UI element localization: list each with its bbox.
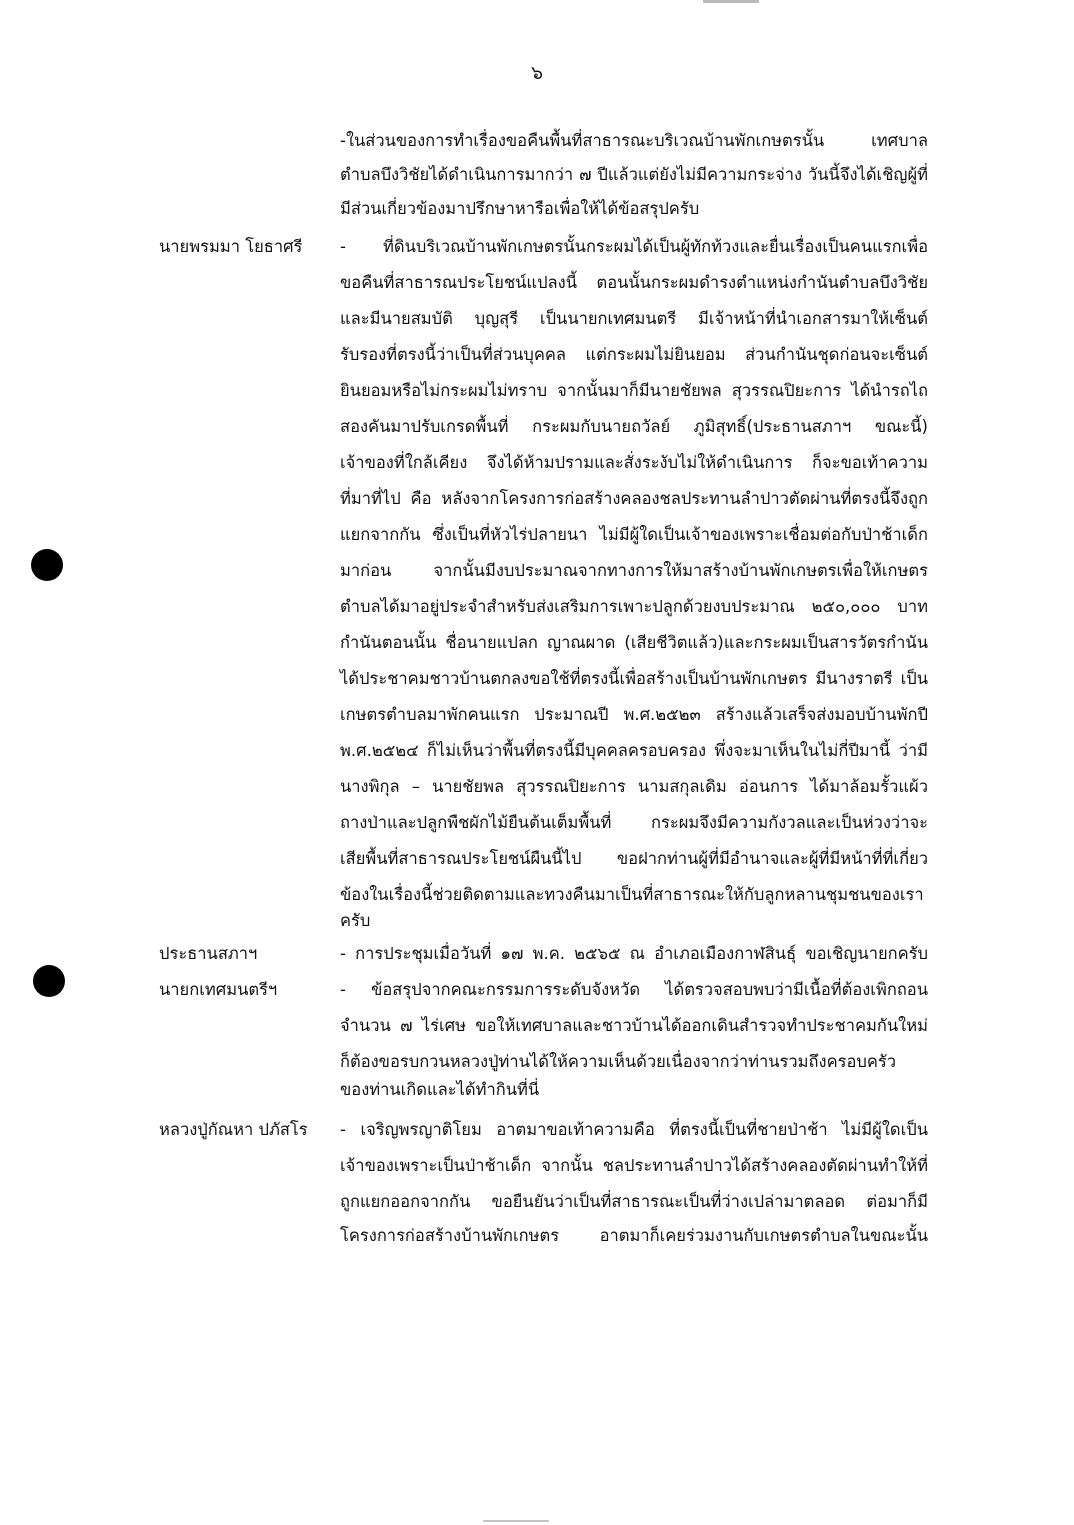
body-line: พ.ศ.๒๕๒๔ ก็ไม่เห็นว่าพื้นที่ตรงนี้มีบุคคลครอบครอง พึ่งจะมาเห็นในไม่กี่ปีมานี้ ว่ามี <box>340 741 928 760</box>
body-line: และมีนายสมบัติ บุญสุรี เป็นนายกเทศมนตรี มีเจ้าหน้าที่นำเอกสารมาให้เซ็นต์ <box>340 309 928 328</box>
speaker-name: หลวงปู่กัณหา ปภัสโร <box>159 1120 308 1139</box>
body-line: - เจริญพรญาติโยม อาตมาขอเท้าความคือ ที่ตรงนี้เป็นที่ชายป่าช้า ไม่มีผู้ใดเป็น <box>340 1120 928 1139</box>
body-line: - การประชุมเมื่อวันที่ ๑๗ พ.ค. ๒๕๖๕ ณ อำเภอเมืองกาฬสินธุ์ ขอเชิญนายกครับ <box>340 944 928 963</box>
body-line: เจ้าของเพราะเป็นป่าช้าเด็ก จากนั้น ชลประทานลำปาวได้สร้างคลองตัดผ่านทำให้ที่ <box>340 1156 928 1175</box>
speaker-name: ประธานสภาฯ <box>159 944 258 963</box>
speaker-name: นายกเทศมนตรีฯ <box>159 980 278 999</box>
body-line: มีส่วนเกี่ยวข้องมาปรึกษาหารือเพื่อให้ได้ข้อสรุปครับ <box>340 199 700 218</box>
body-line: ขอคืนที่สาธารณประโยชน์แปลงนี้ ตอนนั้นกระผมดำรงตำแหน่งกำนันตำบลบึงวิชัย <box>340 273 928 292</box>
scan-edge-mark-bottom <box>483 1520 549 1522</box>
body-line: เสียพื้นที่สาธารณประโยชน์ผืนนี้ไป ขอฝากท่านผู้ที่มีอำนาจและผู้ที่มีหน้าที่ที่เกี่ยว <box>340 849 928 868</box>
speaker-name: นายพรมมา โยธาศรี <box>159 237 303 256</box>
body-line: - ที่ดินบริเวณบ้านพักเกษตรนั้นกระผมได้เป็นผู้ทักท้วงและยื่นเรื่องเป็นคนแรกเพื่อ <box>340 237 928 256</box>
body-line: นางพิกุล – นายชัยพล สุวรรณปิยะการ นามสกุลเดิม อ่อนการ ได้มาล้อมรั้วแผ้ว <box>340 777 928 796</box>
body-line: รับรองที่ตรงนี้ว่าเป็นที่ส่วนบุคคล แต่กระผมไม่ยินยอม ส่วนกำนันชุดก่อนจะเซ็นต์ <box>340 345 928 364</box>
body-line: -ในส่วนของการทำเรื่องขอคืนพื้นที่สาธารณะบริเวณบ้านพักเกษตรนั้น เทศบาล <box>340 131 928 150</box>
body-line: - ข้อสรุปจากคณะกรรมการระดับจังหวัด ได้ตรวจสอบพบว่ามีเนื้อที่ต้องเพิกถอน <box>340 980 928 999</box>
page-number: ๖ <box>530 62 544 84</box>
binder-hole-top <box>31 549 63 581</box>
body-line: ก็ต้องขอรบกวนหลวงปู่ท่านได้ให้ความเห็นด้วยเนื่องจากว่าท่านรวมถึงครอบครัว <box>340 1052 897 1071</box>
body-line: โครงการก่อสร้างบ้านพักเกษตร อาตมาก็เคยร่วมงานกับเกษตรตำบลในขณะนั้น <box>340 1226 928 1245</box>
body-line: ข้องในเรื่องนี้ช่วยติดตามและทวงคืนมาเป็นที่สาธารณะให้กับลูกหลานชุมชนของเรา <box>340 885 924 904</box>
body-line: ถูกแยกออกจากกัน ขอยืนยันว่าเป็นที่สาธารณะเป็นที่ว่างเปล่ามาตลอด ต่อมาก็มี <box>340 1192 928 1211</box>
body-line: ถางป่าและปลูกพืชผักไม้ยืนต้นเต็มพื้นที่ กระผมจึงมีความกังวลและเป็นห่วงว่าจะ <box>340 813 928 832</box>
body-line: จำนวน ๗ ไร่เศษ ขอให้เทศบาลและชาวบ้านได้ออกเดินสำรวจทำประชาคมกันใหม่ <box>340 1016 928 1035</box>
body-line: เจ้าของที่ใกล้เคียง จึงได้ห้ามปรามและสั่งระงับไม่ให้ดำเนินการ ก็จะขอเท้าความ <box>340 453 928 472</box>
body-line: ยินยอมหรือไม่กระผมไม่ทราบ จากนั้นมาก็มีนายชัยพล สุวรรณปิยะการ ได้นำรถไถ <box>340 381 928 400</box>
body-line: ได้ประชาคมชาวบ้านตกลงขอใช้ที่ตรงนี้เพื่อสร้างเป็นบ้านพักเกษตร มีนางราตรี เป็น <box>340 669 928 688</box>
binder-hole-bottom <box>33 965 65 997</box>
body-line: ตำบลได้มาอยู่ประจำสำหรับส่งเสริมการเพาะปลูกด้วยงบประมาณ ๒๕๐,๐๐๐ บาท <box>340 597 928 616</box>
body-line: ตำบลบึงวิชัยได้ดำเนินการมากว่า ๗ ปีแล้วแต่ยังไม่มีความกระจ่าง วันนี้จึงได้เชิญผู้ที่ <box>340 165 928 184</box>
body-line: มาก่อน จากนั้นมีงบประมาณจากทางการให้มาสร้างบ้านพักเกษตรเพื่อให้เกษตร <box>340 561 928 580</box>
body-line: แยกจากกัน ซึ่งเป็นที่หัวไร่ปลายนา ไม่มีผู้ใดเป็นเจ้าของเพราะเชื่อมต่อกับป่าช้าเด็ก <box>340 525 928 544</box>
body-line: ครับ <box>340 911 371 930</box>
body-line: ที่มาที่ไป คือ หลังจากโครงการก่อสร้างคลองชลประทานลำปาวตัดผ่านที่ตรงนี้จึงถูก <box>340 489 928 508</box>
body-line: สองคันมาปรับเกรดพื้นที่ กระผมกับนายถวัลย์ ภูมิสุทธิ์(ประธานสภาฯ ขณะนี้) <box>340 417 928 436</box>
body-line: กำนันตอนนั้น ชื่อนายแปลก ญาณผาด (เสียชีวิตแล้ว)และกระผมเป็นสารวัตรกำนัน <box>340 633 928 652</box>
body-line: ของท่านเกิดและได้ทำกินที่นี่ <box>340 1080 540 1099</box>
scan-edge-mark-top <box>703 0 759 3</box>
body-line: เกษตรตำบลมาพักคนแรก ประมาณปี พ.ศ.๒๕๒๓ สร้างแล้วเสร็จส่งมอบบ้านพักปี <box>340 705 928 724</box>
